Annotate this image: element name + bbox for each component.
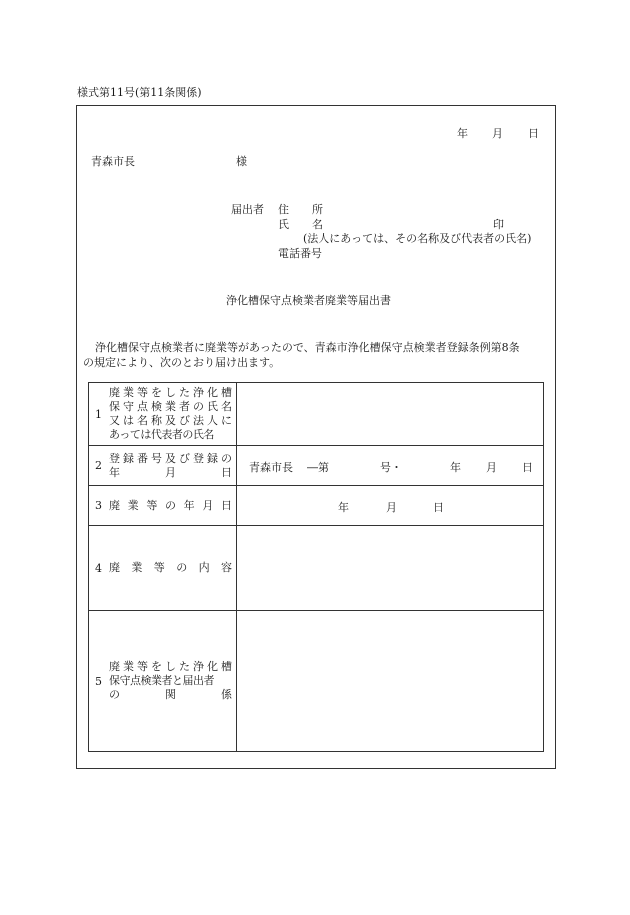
closure-day: 日 (433, 500, 444, 514)
row-label-line: あっては代表者の氏名 (109, 428, 214, 441)
date-year: 年 (457, 127, 468, 140)
reg-day: 日 (522, 460, 533, 474)
row-label-line: 年 月 日 (109, 465, 232, 479)
row-number: 1 (95, 407, 102, 421)
table-row (89, 486, 544, 526)
reg-month: 月 (486, 460, 497, 474)
row-label-line: 登録番号及び登録の (109, 451, 232, 465)
reg-year: 年 (450, 460, 461, 474)
corp-note: (法人にあっては、その名称及び代表者の氏名) (303, 232, 532, 245)
row-label-line: 廃業等の内容 (109, 561, 232, 574)
date-day: 日 (528, 127, 539, 140)
row-label-line: の 関 係 (109, 688, 232, 701)
row-number: 5 (95, 674, 102, 688)
row-value-field[interactable] (237, 383, 544, 446)
table-row (89, 611, 544, 752)
intro-line-1: 浄化槽保守点検業者に廃業等があったので、青森市浄化槽保守点検業者登録条例第8条 (95, 341, 520, 354)
date-month: 月 (492, 127, 503, 140)
row-label-line: 又は名称及び法人に (109, 414, 232, 427)
table-row (89, 526, 544, 611)
table-row (89, 383, 544, 446)
document-title: 浄化槽保守点検業者廃業等届出書 (226, 294, 391, 307)
addressee-mayor: 青森市長 (91, 155, 135, 168)
addressee-sama: 様 (236, 155, 247, 168)
row-label-line: 廃業等をした浄化槽 (109, 386, 232, 399)
reg-number-prefix: ―第 (307, 460, 329, 474)
form-label: 様式第11号(第11条関係) (77, 86, 202, 99)
row-number: 2 (95, 459, 102, 472)
closure-date-field[interactable] (237, 486, 544, 526)
closure-content-field[interactable] (237, 526, 544, 611)
seal-mark: 印 (493, 218, 504, 231)
row-number: 3 (95, 499, 102, 512)
row-number: 4 (95, 561, 102, 575)
relationship-field[interactable] (237, 611, 544, 752)
row-label-line: 廃業等の年月日 (109, 498, 232, 512)
row-label-line: 廃業等をした浄化槽 (109, 660, 232, 673)
row-label (89, 383, 237, 446)
row-label (89, 611, 237, 752)
reg-number-suffix: 号・ (380, 460, 402, 474)
row-label-line: 保守点検業者の氏名 (109, 400, 232, 413)
table-row (89, 446, 544, 486)
closure-month: 月 (386, 500, 397, 514)
row-label (89, 486, 237, 526)
notifier-name-label: 氏 名 (278, 218, 323, 231)
intro-line-2: の規定により、次のとおり届け出ます。 (83, 356, 281, 369)
row-label (89, 446, 237, 486)
registration-value-field[interactable] (237, 446, 544, 486)
closure-year: 年 (338, 500, 349, 514)
items-table (88, 382, 544, 752)
notifier-address-label: 住 所 (278, 203, 323, 216)
notifier-label: 届出者 (231, 203, 264, 216)
row-label (89, 526, 237, 611)
notifier-phone-label: 電話番号 (278, 247, 322, 260)
row-label-line: 保守点検業者と届出者 (109, 674, 214, 687)
reg-mayor: 青森市長 (249, 460, 293, 474)
